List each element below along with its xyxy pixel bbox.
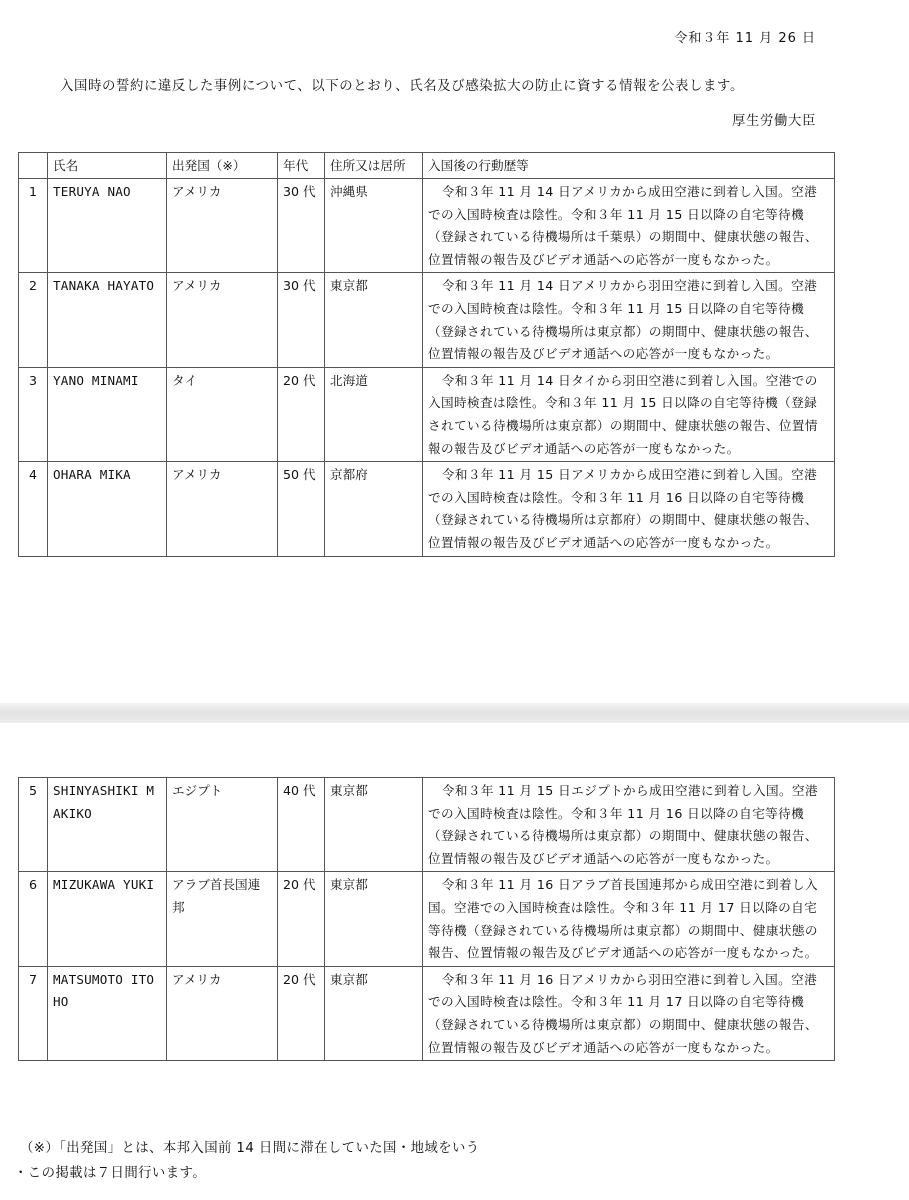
header-residence: 住所又は居所 (325, 153, 423, 179)
header-name: 氏名 (48, 153, 167, 179)
row-country: アメリカ (167, 179, 278, 273)
row-num: 3 (19, 367, 48, 461)
header-history: 入国後の行動歴等 (423, 153, 835, 179)
page-break (0, 703, 909, 723)
row-country: アメリカ (167, 462, 278, 556)
row-age: 30 代 (278, 273, 325, 367)
row-age: 20 代 (278, 966, 325, 1060)
footnote-period: ・この掲載は７日間行います。 (14, 1166, 206, 1181)
row-history: 令和３年 11 月 16 日アラブ首長国連邦から成田空港に到着し入国。空港での入国時検査は陰性。令和３年 11 月 17 日以降の自宅等待機（登録されている待機場所は東京都）の期間中、健康状態の報告、位置情報の報告及びビデオ通話への応答が一度もなかった。 (423, 872, 835, 966)
row-age: 20 代 (278, 367, 325, 461)
row-age: 40 代 (278, 778, 325, 872)
row-residence: 東京都 (325, 872, 423, 966)
table-row (19, 462, 835, 556)
table-row (19, 778, 835, 872)
row-country: アラブ首長国連邦 (167, 872, 278, 966)
row-name: TANAKA HAYATO (48, 273, 167, 367)
issuer-name: 厚生労働大臣 (732, 114, 816, 129)
table-row (19, 273, 835, 367)
table-row (19, 367, 835, 461)
table-row (19, 179, 835, 273)
row-num: 7 (19, 966, 48, 1060)
row-history: 令和３年 11 月 16 日アメリカから羽田空港に到着し入国。空港での入国時検査は陰性。令和３年 11 月 17 日以降の自宅等待機（登録されている待機場所は東京都）の期間中、健康状態の報告、位置情報の報告及びビデオ通話への応答が一度もなかった。 (423, 966, 835, 1060)
row-residence: 東京都 (325, 966, 423, 1060)
row-name: OHARA MIKA (48, 462, 167, 556)
row-age: 50 代 (278, 462, 325, 556)
violation-table-continued (18, 777, 835, 1061)
header-country: 出発国（※） (167, 153, 278, 179)
row-num: 6 (19, 872, 48, 966)
publication-date: 令和３年 11 月 26 日 (674, 31, 816, 46)
row-residence: 北海道 (325, 367, 423, 461)
footnote-country: （※）「出発国」とは、本邦入国前 14 日間に滞在していた国・地域をいう (20, 1141, 480, 1156)
row-name: MATSUMOTO ITOHO (48, 966, 167, 1060)
table-header-row (19, 153, 835, 179)
row-num: 4 (19, 462, 48, 556)
row-history: 令和３年 11 月 15 日エジプトから成田空港に到着し入国。空港での入国時検査は陰性。令和３年 11 月 16 日以降の自宅等待機（登録されている待機場所は東京都）の期間中、健康状態の報告、位置情報の報告及びビデオ通話への応答が一度もなかった。 (423, 778, 835, 872)
row-history: 令和３年 11 月 14 日アメリカから成田空港に到着し入国。空港での入国時検査は陰性。令和３年 11 月 15 日以降の自宅等待機（登録されている待機場所は千葉県）の期間中、健康状態の報告、位置情報の報告及びビデオ通話への応答が一度もなかった。 (423, 179, 835, 273)
row-num: 2 (19, 273, 48, 367)
row-num: 5 (19, 778, 48, 872)
header-age: 年代 (278, 153, 325, 179)
row-num: 1 (19, 179, 48, 273)
row-history: 令和３年 11 月 14 日アメリカから羽田空港に到着し入国。空港での入国時検査は陰性。令和３年 11 月 15 日以降の自宅等待機（登録されている待機場所は東京都）の期間中、健康状態の報告、位置情報の報告及びビデオ通話への応答が一度もなかった。 (423, 273, 835, 367)
row-name: TERUYA NAO (48, 179, 167, 273)
row-history: 令和３年 11 月 15 日アメリカから成田空港に到着し入国。空港での入国時検査は陰性。令和３年 11 月 16 日以降の自宅等待機（登録されている待機場所は京都府）の期間中、健康状態の報告、位置情報の報告及びビデオ通話への応答が一度もなかった。 (423, 462, 835, 556)
row-age: 30 代 (278, 179, 325, 273)
row-country: アメリカ (167, 966, 278, 1060)
document-page-2 (0, 723, 909, 1200)
table-row (19, 966, 835, 1060)
row-residence: 沖縄県 (325, 179, 423, 273)
row-country: タイ (167, 367, 278, 461)
violation-table (18, 152, 835, 557)
row-country: エジプト (167, 778, 278, 872)
table-row (19, 872, 835, 966)
header-num (19, 153, 48, 179)
row-residence: 東京都 (325, 273, 423, 367)
row-residence: 京都府 (325, 462, 423, 556)
row-country: アメリカ (167, 273, 278, 367)
intro-text: 入国時の誓約に違反した事例について、以下のとおり、氏名及び感染拡大の防止に資する情報を公表します。 (60, 79, 744, 94)
row-age: 20 代 (278, 872, 325, 966)
row-name: SHINYASHIKI MAKIKO (48, 778, 167, 872)
row-residence: 東京都 (325, 778, 423, 872)
row-name: MIZUKAWA YUKI (48, 872, 167, 966)
row-name: YANO MINAMI (48, 367, 167, 461)
row-history: 令和３年 11 月 14 日タイから羽田空港に到着し入国。空港での入国時検査は陰性。令和３年 11 月 15 日以降の自宅等待機（登録されている待機場所は東京都）の期間中、健康状態の報告、位置情報の報告及びビデオ通話への応答が一度もなかった。 (423, 367, 835, 461)
